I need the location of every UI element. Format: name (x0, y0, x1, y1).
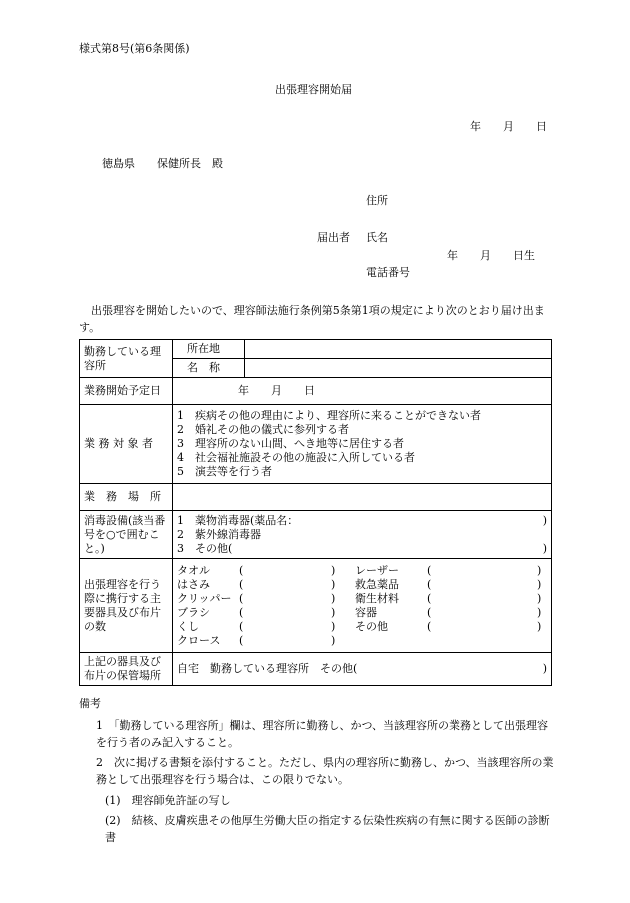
target-item[interactable]: 2 婚礼その他の儀式に参列する者 (177, 423, 349, 436)
name-label: 氏名 (366, 231, 388, 244)
close-paren: ) (542, 513, 547, 527)
storage-label: 上記の器具及び布片の保管場所 (80, 653, 173, 686)
target-item[interactable]: 5 演芸等を行う者 (177, 465, 272, 478)
equipment-name: はさみ (177, 577, 210, 591)
equipment-name: 衛生材料 (355, 591, 399, 605)
target-label: 業 務 対 象 者 (80, 405, 173, 484)
application-table (79, 339, 552, 686)
shop-label: 勤務している理容所 (80, 340, 173, 378)
location-label: 所在地 (173, 340, 245, 359)
equipment-name: ブラシ (177, 605, 210, 619)
shop-name-field[interactable] (245, 359, 552, 378)
equipment-name: クロース (177, 633, 221, 647)
submission-date: 年 月 日 (470, 120, 547, 133)
equipment-name: レーザー (355, 563, 399, 577)
start-date-label: 業務開始予定日 (80, 378, 173, 405)
target-list (173, 405, 552, 484)
target-item[interactable]: 3 理容所のない山間、へき地等に居住する者 (177, 437, 404, 450)
phone-label: 電話番号 (366, 266, 410, 279)
birth-date: 年 月 日生 (447, 249, 535, 262)
work-place-label: 業 務 場 所 (80, 484, 173, 511)
remark-item: 1 「勤務している理容所」欄は、理容所に勤務し、かつ、当該理容所の業務として出張理容を行う者のみ記入すること。 (96, 719, 549, 749)
start-date-field[interactable]: 年 月 日 (173, 378, 552, 405)
storage-value: 自宅 勤務している理容所 その他( (177, 662, 358, 675)
address-label: 住所 (366, 194, 388, 207)
work-place-field[interactable] (173, 484, 552, 511)
disinfect-item[interactable]: 2 紫外線消毒器 (177, 527, 261, 541)
remarks-title: 備考 (79, 697, 101, 710)
remark-item: 2 次に掲げる書類を添付すること。ただし、県内の理容所に勤務し、かつ、当該理容所の業務として出張理容を行う場合は、この限りでない。 (96, 756, 554, 786)
form-number: 様式第8号(第6条関係) (79, 42, 190, 55)
disinfect-item[interactable]: 3 その他( (177, 541, 233, 555)
remark-sub-item: (2) 結核、皮膚疾患その他厚生労働大臣の指定する伝染性疾病の有無に関する医師の診断書 (105, 814, 550, 844)
equipment-name: くし (177, 619, 199, 633)
intro-text: 出張理容を開始したいので、理容師法施行条例第5条第1項の規定により次のとおり届け出ます。 (79, 304, 545, 334)
equipment-name: クリッパー (177, 591, 232, 605)
target-item[interactable]: 4 社会福祉施設その他の施設に入所している者 (177, 451, 415, 464)
shop-name-label: 名 称 (173, 359, 245, 378)
location-field[interactable] (245, 340, 552, 359)
equipment-label: 出張理容を行う際に携行する主要器具及び布片の数 (80, 559, 173, 653)
applicant-label: 届出者 (317, 231, 350, 244)
target-item[interactable]: 1 疾病その他の理由により、理容所に来ることができない者 (177, 409, 481, 422)
disinfect-label: 消毒設備(該当番号を○で囲むこと。) (80, 511, 173, 559)
equipment-name: その他 (355, 619, 388, 633)
equipment-name: 容器 (355, 605, 377, 619)
disinfect-list (173, 511, 552, 559)
disinfect-item[interactable]: 1 薬物消毒器(薬品名： (177, 513, 299, 527)
remark-sub-item: (1) 理容師免許証の写し (105, 794, 231, 807)
equipment-name: 救急薬品 (355, 577, 399, 591)
close-paren: ) (542, 541, 547, 555)
page-title: 出張理容開始届 (275, 83, 352, 96)
addressee: 徳島県 保健所長 殿 (102, 157, 223, 170)
close-paren (537, 528, 547, 542)
equipment-name: タオル (177, 563, 210, 577)
equipment-list: タオル ( ) レーザー ( ) はさみ ( ) 救急薬品 ( ) クリッパー ( ) 衛生材料 ( ) ブラシ ( ) 容器 ( ) くし ( ) その他 ( ) クロース ( ) (173, 559, 552, 653)
storage-options[interactable]: 自宅 勤務している理容所 その他( ) (173, 653, 552, 686)
